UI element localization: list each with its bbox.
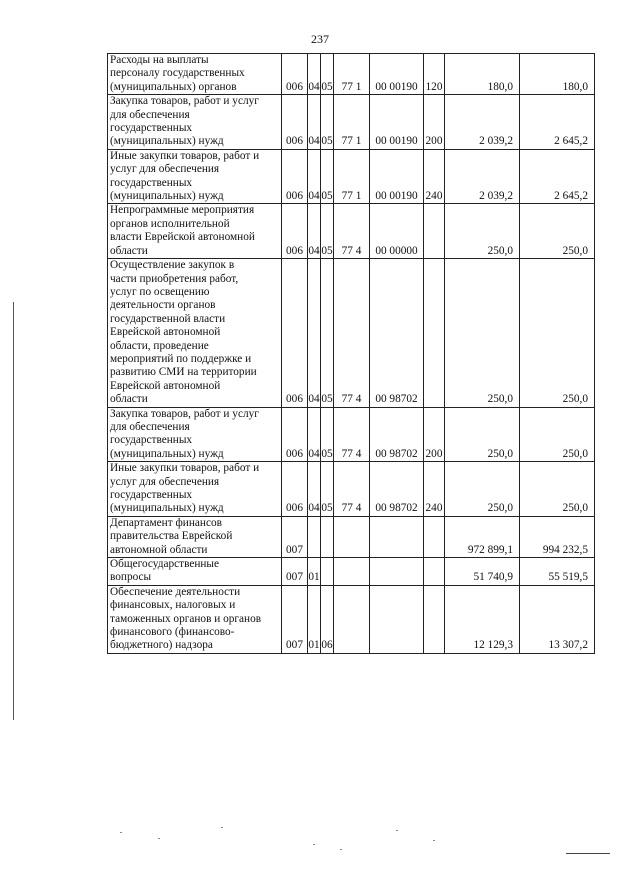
amount-second-year: 2 645,2 <box>520 149 595 204</box>
amount-second-year: 250,0 <box>520 462 595 517</box>
section-code: 04 <box>308 95 321 150</box>
row-name <box>108 462 282 517</box>
row-name-line: Осуществление закупок в <box>110 259 235 272</box>
page-number: 237 <box>311 32 329 46</box>
amount-first-year: 51 740,9 <box>445 558 520 586</box>
ministry-code: 007 <box>282 516 308 557</box>
budget-table <box>107 53 595 654</box>
item-code: 00 98702 <box>370 407 424 462</box>
section-code: 04 <box>308 204 321 259</box>
row-name-line: (муниципальных) нужд <box>110 447 224 460</box>
subsection-code: 05 <box>321 407 334 462</box>
row-name-line: (муниципальных) нужд <box>110 135 224 148</box>
row-name-line: Закупка товаров, работ и услуг <box>110 407 259 420</box>
table-row <box>108 585 595 653</box>
table-row <box>108 558 595 586</box>
subsection-code: 06 <box>321 585 334 653</box>
row-name-line: Иные закупки товаров, работ и <box>110 462 260 475</box>
section-code: 04 <box>308 407 321 462</box>
table-row <box>108 516 595 557</box>
ministry-code: 006 <box>282 54 308 95</box>
row-name <box>108 204 282 259</box>
row-name <box>108 95 282 150</box>
item-code: 00 00190 <box>370 95 424 150</box>
ministry-code: 006 <box>282 407 308 462</box>
subsection-code: 05 <box>321 462 334 517</box>
row-name-line: финансового (финансово- <box>110 626 235 639</box>
amount-first-year: 2 039,2 <box>445 95 520 150</box>
program-code: 77 1 <box>334 95 370 150</box>
row-name-line: Закупка товаров, работ и услуг <box>110 95 259 108</box>
row-name-line: для обеспечения <box>110 108 190 121</box>
amount-second-year: 55 519,5 <box>520 558 595 586</box>
row-name-line: Обеспечение деятельности <box>110 585 241 598</box>
item-code: 00 00190 <box>370 149 424 204</box>
row-name-line: услуг для обеспечения <box>110 475 220 488</box>
row-name-line: Расходы на выплаты <box>110 54 209 66</box>
row-name-line: Иные закупки товаров, работ и <box>110 149 260 162</box>
table-row <box>108 149 595 204</box>
row-name-line: бюджетного) надзора <box>110 639 213 652</box>
row-name-line: власти Еврейской автономной <box>110 231 255 244</box>
row-name-line: Департамент финансов <box>110 516 222 529</box>
row-name <box>108 516 282 557</box>
footer-rule <box>566 853 610 854</box>
section-code: 01 <box>308 558 321 586</box>
table-row <box>108 204 595 259</box>
row-name <box>108 54 282 95</box>
row-name-line: государственной власти <box>110 312 226 325</box>
ministry-code: 006 <box>282 462 308 517</box>
expense-type-code: 120 <box>424 54 445 95</box>
section-code: 04 <box>308 54 321 95</box>
row-name-line: автономной области <box>110 543 208 556</box>
row-name-line: правительства Еврейской <box>110 530 233 543</box>
program-code: 77 1 <box>334 54 370 95</box>
program-code: 77 4 <box>334 259 370 407</box>
subsection-code: 05 <box>321 149 334 204</box>
item-code <box>370 585 424 653</box>
row-name-line: услуг для обеспечения <box>110 163 220 176</box>
program-code: 77 4 <box>334 462 370 517</box>
amount-first-year: 972 899,1 <box>445 516 520 557</box>
row-name-line: области <box>110 244 148 257</box>
row-name-line: мероприятий по поддержке и <box>110 352 252 365</box>
table-row <box>108 407 595 462</box>
amount-first-year: 250,0 <box>445 407 520 462</box>
ministry-code: 006 <box>282 149 308 204</box>
amount-second-year: 250,0 <box>520 407 595 462</box>
amount-first-year: 250,0 <box>445 204 520 259</box>
expense-type-code <box>424 558 445 586</box>
section-code: 04 <box>308 259 321 407</box>
subsection-code <box>321 558 334 586</box>
ministry-code: 006 <box>282 259 308 407</box>
row-name-line: вопросы <box>110 571 152 584</box>
expense-type-code: 240 <box>424 462 445 517</box>
row-name-line: государственных <box>110 176 193 189</box>
row-name-line: (муниципальных) нужд <box>110 190 224 203</box>
item-code <box>370 558 424 586</box>
ministry-code: 006 <box>282 204 308 259</box>
program-code <box>334 516 370 557</box>
row-name-line: государственных <box>110 434 193 447</box>
table-row <box>108 259 595 407</box>
row-name-line: области, проведение <box>110 339 209 352</box>
row-name-line: финансовых, налоговых и <box>110 599 236 612</box>
program-code: 77 1 <box>334 149 370 204</box>
program-code: 77 4 <box>334 204 370 259</box>
item-code: 00 00000 <box>370 204 424 259</box>
item-code: 00 98702 <box>370 462 424 517</box>
amount-second-year: 250,0 <box>520 259 595 407</box>
row-name <box>108 558 282 586</box>
item-code: 00 98702 <box>370 259 424 407</box>
table-row <box>108 95 595 150</box>
row-name-line: части приобретения работ, <box>110 272 239 285</box>
subsection-code <box>321 516 334 557</box>
table-row <box>108 54 595 95</box>
program-code <box>334 585 370 653</box>
item-code: 00 00190 <box>370 54 424 95</box>
row-name-line: Еврейской автономной <box>110 326 221 339</box>
amount-first-year: 12 129,3 <box>445 585 520 653</box>
section-code: 04 <box>308 149 321 204</box>
scan-specks <box>100 818 500 858</box>
expense-type-code: 200 <box>424 407 445 462</box>
row-name-line: таможенных органов и органов <box>110 612 262 625</box>
subsection-code: 05 <box>321 54 334 95</box>
section-code: 04 <box>308 462 321 517</box>
expense-type-code: 240 <box>424 149 445 204</box>
row-name-line: Еврейской автономной <box>110 379 221 392</box>
row-name-line: области <box>110 393 148 406</box>
subsection-code: 05 <box>321 204 334 259</box>
amount-second-year: 13 307,2 <box>520 585 595 653</box>
amount-second-year: 2 645,2 <box>520 95 595 150</box>
amount-first-year: 2 039,2 <box>445 149 520 204</box>
program-code: 77 4 <box>334 407 370 462</box>
row-name-line: государственных <box>110 489 193 501</box>
amount-second-year: 994 232,5 <box>520 516 595 557</box>
row-name-line: органов исполнительной <box>110 217 230 230</box>
row-name-line: для обеспечения <box>110 420 190 433</box>
row-name <box>108 149 282 204</box>
budget-table-body <box>108 54 595 654</box>
row-name-line: развитию СМИ на территории <box>110 366 257 379</box>
amount-first-year: 250,0 <box>445 259 520 407</box>
item-code <box>370 516 424 557</box>
row-name-line: услуг по освещению <box>110 285 210 298</box>
row-name-line: деятельности органов <box>110 299 216 312</box>
row-name-line: (муниципальных) нужд <box>110 502 224 515</box>
subsection-code: 05 <box>321 259 334 407</box>
table-row <box>108 462 595 517</box>
amount-first-year: 250,0 <box>445 462 520 517</box>
expense-type-code <box>424 585 445 653</box>
ministry-code: 007 <box>282 558 308 586</box>
program-code <box>334 558 370 586</box>
ministry-code: 006 <box>282 95 308 150</box>
section-code: 01 <box>308 585 321 653</box>
row-name-line: государственных <box>110 122 193 135</box>
amount-second-year: 180,0 <box>520 54 595 95</box>
expense-type-code: 200 <box>424 95 445 150</box>
row-name <box>108 407 282 462</box>
margin-line <box>13 302 14 720</box>
row-name-line: Общегосударственные <box>110 558 220 571</box>
row-name <box>108 585 282 653</box>
section-code <box>308 516 321 557</box>
expense-type-code <box>424 204 445 259</box>
subsection-code: 05 <box>321 95 334 150</box>
row-name-line: Непрограммные мероприятия <box>110 204 255 217</box>
amount-second-year: 250,0 <box>520 204 595 259</box>
row-name-line: (муниципальных) органов <box>110 80 237 93</box>
row-name-line: персоналу государственных <box>110 67 245 80</box>
expense-type-code <box>424 259 445 407</box>
amount-first-year: 180,0 <box>445 54 520 95</box>
ministry-code: 007 <box>282 585 308 653</box>
row-name <box>108 259 282 407</box>
expense-type-code <box>424 516 445 557</box>
